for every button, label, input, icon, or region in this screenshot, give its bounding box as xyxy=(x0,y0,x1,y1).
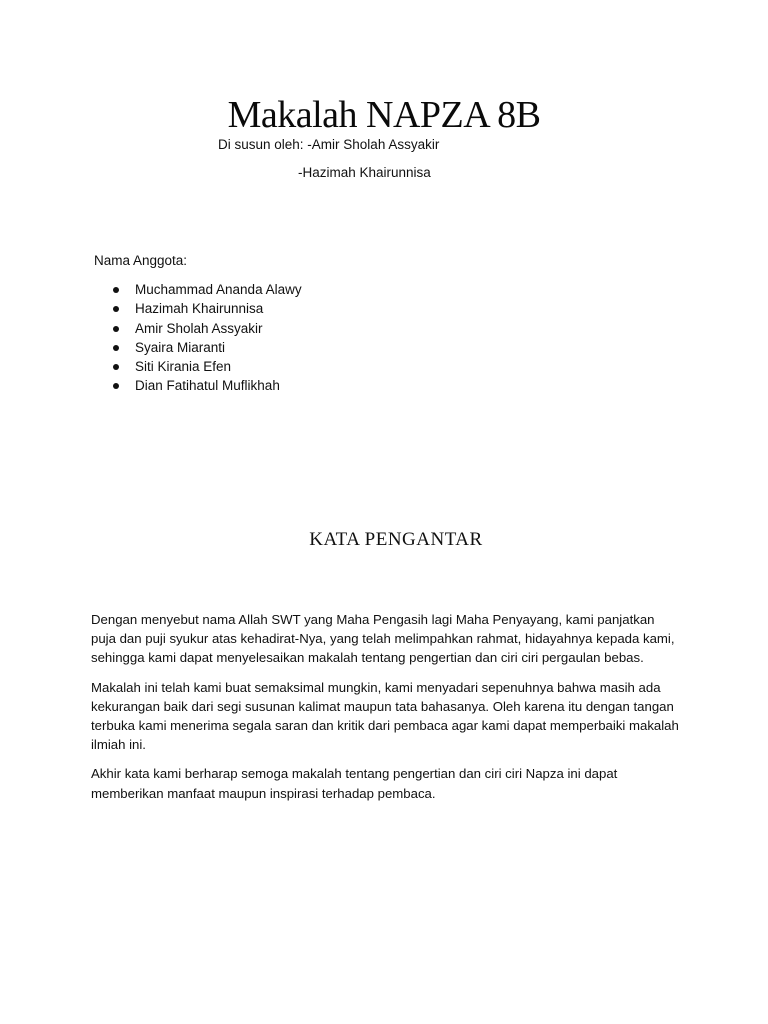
members-list xyxy=(108,280,302,396)
document-title: Makalah NAPZA 8B xyxy=(227,94,541,136)
bullet-icon xyxy=(113,383,119,389)
section-heading: KATA PENGANTAR xyxy=(309,529,483,550)
member-name: Hazimah Khairunnisa xyxy=(135,301,264,317)
member-name: Syaira Miaranti xyxy=(135,339,226,355)
bullet-icon xyxy=(113,287,119,293)
list-item xyxy=(108,280,302,299)
preface-paragraph: Akhir kata kami berharap semoga makalah tentang pengertian dan ciri ciri Napza ini dapat memberikan manfaat maupun inspirasi terhadap pembaca. xyxy=(91,766,618,801)
composed-by-second-line: -Hazimah Khairunnisa xyxy=(298,165,431,180)
members-heading: Nama Anggota: xyxy=(94,253,188,268)
preface-paragraph: Makalah ini telah kami buat semaksimal mungkin, kami menyadari sepenuhnya bahwa masih ada kekurangan baik dari segi susunan kalimat maupun tata bahasanya. Oleh karena itu dengan tangan terbuka kami menerima segala saran dan kritik dari pembaca agar kami dapat memperbaiki makalah ilmiah ini. xyxy=(91,679,679,753)
preface-paragraph: Dengan menyebut nama Allah SWT yang Maha Pengasih lagi Maha Penyayang, kami panjatkan puja dan puji syukur atas kehadirat-Nya, yang telah melimpahkan rahmat, hidayahnya kepada kami, sehingga kami dapat menyelesaikan makalah tentang pengertian dan ciri ciri pergaulan bebas. xyxy=(91,612,675,666)
list-item xyxy=(108,338,302,357)
bullet-icon xyxy=(113,364,119,370)
bullet-icon xyxy=(113,345,119,351)
preface-body xyxy=(91,610,681,813)
list-item xyxy=(108,319,302,338)
list-item xyxy=(108,376,302,395)
member-name: Dian Fatihatul Muflikhah xyxy=(135,378,280,394)
composed-by-line: Di susun oleh: -Amir Sholah Assyakir xyxy=(218,137,440,152)
member-name: Muchammad Ananda Alawy xyxy=(135,282,302,297)
bullet-icon xyxy=(113,326,119,332)
member-name: Siti Kirania Efen xyxy=(135,359,232,375)
bullet-icon xyxy=(113,306,119,312)
list-item xyxy=(108,299,302,318)
member-name: Amir Sholah Assyakir xyxy=(135,320,263,336)
list-item xyxy=(108,357,302,376)
